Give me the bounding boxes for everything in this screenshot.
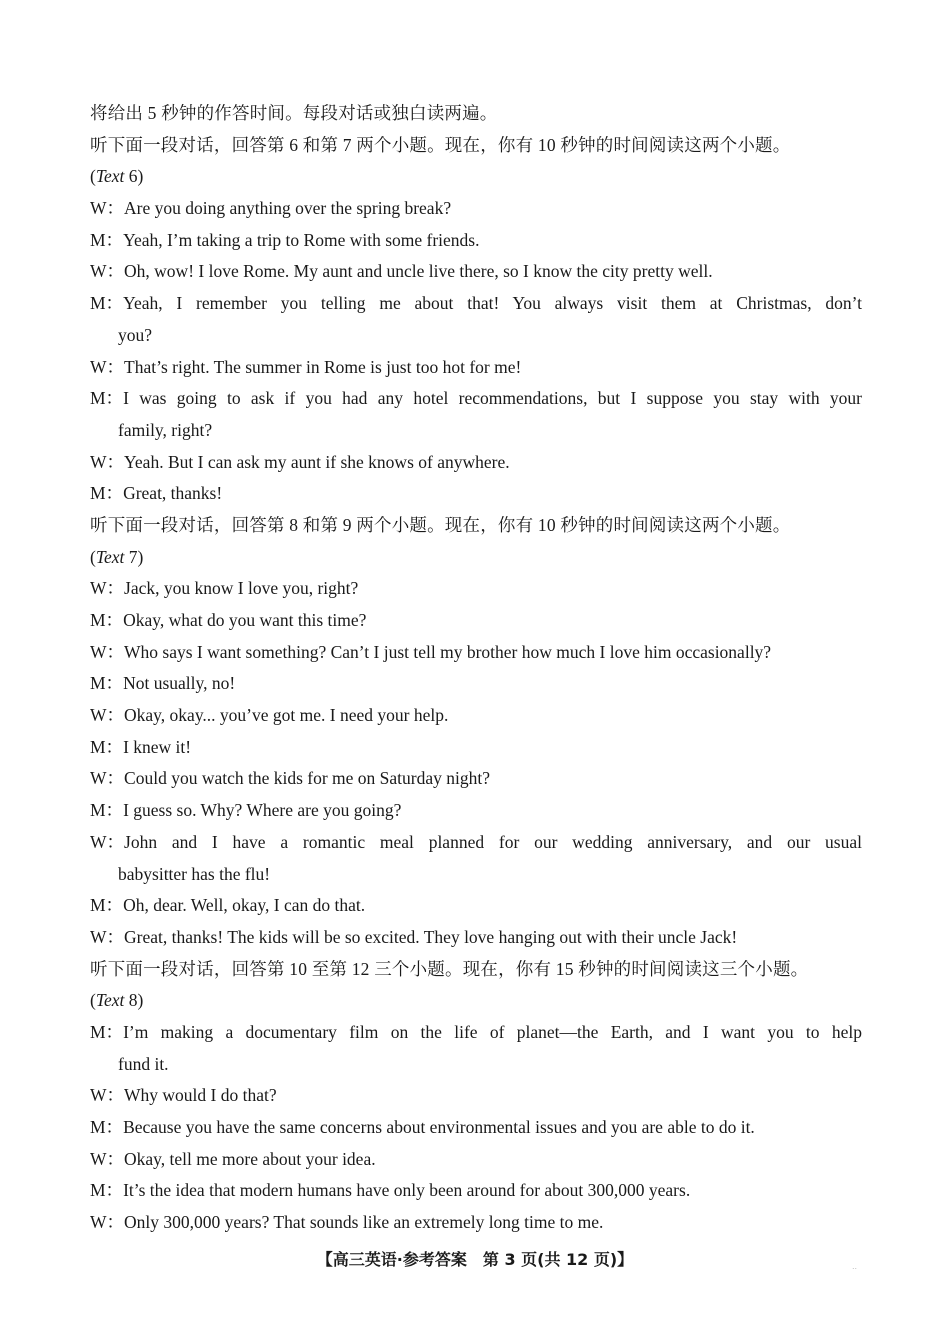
dialogue-text: Not usually, no! xyxy=(123,673,236,694)
dialogue-continuation: fund it. xyxy=(118,1053,169,1074)
dialogue-text: It’s the idea that modern humans have only been around for about 300,000 years. xyxy=(123,1180,691,1201)
dialogue-continuation: you? xyxy=(118,324,153,345)
dialogue-line xyxy=(90,700,862,732)
speaker-label: M： xyxy=(90,229,124,250)
speaker-label: W： xyxy=(90,641,125,662)
dialogue-line xyxy=(90,1207,862,1239)
dialogue-line xyxy=(90,193,862,225)
dialogue-text: Are you doing anything over the spring break? xyxy=(124,198,452,219)
dialogue-continuation: babysitter has the flu! xyxy=(118,863,271,884)
dialogue-text: Okay, okay... you’ve got me. I need your help. xyxy=(124,705,449,726)
label-number: 7) xyxy=(124,546,144,567)
label-word: Text xyxy=(95,166,125,187)
speaker-label: W： xyxy=(90,261,125,282)
dialogue-line xyxy=(90,1175,862,1207)
dialogue-text: Oh, dear. Well, okay, I can do that. xyxy=(123,895,366,916)
instruction-line: 听下面一段对话，回答第 6 和第 7 两个小题。现在，你有 10 秒钟的时间阅读这两个小题。 xyxy=(90,134,791,155)
speaker-label: M： xyxy=(90,800,124,821)
dialogue-text: Yeah, I remember you telling me about that! You always visit them at Christmas, don’t xyxy=(123,293,862,314)
dialogue-line xyxy=(90,637,862,669)
dialogue-text: Why would I do that? xyxy=(124,1085,277,1106)
section-label xyxy=(90,542,862,574)
speaker-label: W： xyxy=(90,705,125,726)
dialogue-text: John and I have a romantic meal planned for our wedding anniversary, and our usual xyxy=(124,831,862,852)
dialogue-line xyxy=(90,1112,862,1144)
dialogue-line xyxy=(90,478,862,510)
dialogue-text: Who says I want something? Can’t I just tell my brother how much I love him occasionally? xyxy=(124,641,772,662)
speaker-label: W： xyxy=(90,451,125,472)
label-open: ( xyxy=(90,166,96,187)
speaker-label: M： xyxy=(90,388,124,409)
dialogue-line xyxy=(90,890,862,922)
corner-mark: .. xyxy=(852,1262,858,1271)
dialogue-text: Could you watch the kids for me on Saturday night? xyxy=(124,768,491,789)
dialogue-text: Oh, wow! I love Rome. My aunt and uncle live there, so I know the city pretty well. xyxy=(124,261,713,282)
dialogue-text: Yeah. But I can ask my aunt if she knows of anywhere. xyxy=(124,451,510,472)
speaker-label: M： xyxy=(90,1180,124,1201)
dialogue-text: That’s right. The summer in Rome is just too hot for me! xyxy=(124,356,522,377)
dialogue-text: I knew it! xyxy=(123,736,192,757)
dialogue-text: I’m making a documentary film on the life of planet—the Earth, and I want you to help xyxy=(123,1021,862,1042)
label-open: ( xyxy=(90,990,96,1011)
dialogue-text: Okay, tell me more about your idea. xyxy=(124,1148,376,1169)
dialogue-line xyxy=(90,605,862,637)
dialogue-line xyxy=(90,447,862,479)
speaker-label: W： xyxy=(90,198,125,219)
speaker-label: W： xyxy=(90,578,125,599)
speaker-label: M： xyxy=(90,610,124,630)
dialogue-continuation: family, right? xyxy=(118,419,213,440)
label-word: Text xyxy=(95,546,125,567)
dialogue-line xyxy=(90,795,862,827)
speaker-label: W： xyxy=(90,768,125,789)
speaker-label: W： xyxy=(90,1085,125,1106)
speaker-label: W： xyxy=(90,831,125,852)
dialogue-line xyxy=(90,225,862,257)
speaker-label: M： xyxy=(90,673,124,694)
dialogue-line xyxy=(90,732,862,764)
dialogue-line xyxy=(90,573,862,605)
instruction-line: 将给出 5 秒钟的作答时间。每段对话或独白读两遍。 xyxy=(90,103,498,123)
listening-script xyxy=(90,98,862,1239)
speaker-label: M： xyxy=(90,1021,124,1042)
dialogue-text: I guess so. Why? Where are you going? xyxy=(123,800,402,821)
speaker-label: M： xyxy=(90,736,124,757)
speaker-label: W： xyxy=(90,1212,125,1233)
section-label xyxy=(90,985,862,1017)
dialogue-text: Because you have the same concerns about environmental issues and you are able to do it. xyxy=(123,1117,755,1137)
dialogue-line xyxy=(90,352,862,384)
page-footer: 【高三英语·参考答案 第 3 页(共 12 页)】 xyxy=(316,1250,634,1269)
dialogue-line xyxy=(90,288,862,320)
dialogue-text: Yeah, I’m taking a trip to Rome with some friends. xyxy=(123,229,480,250)
label-word: Text xyxy=(95,990,125,1011)
label-open: ( xyxy=(90,546,96,567)
speaker-label: W： xyxy=(90,1148,125,1169)
instruction-line: 听下面一段对话，回答第 8 和第 9 两个小题。现在，你有 10 秒钟的时间阅读这两个小题。 xyxy=(90,514,791,535)
dialogue-line xyxy=(90,1080,862,1112)
dialogue-line xyxy=(90,922,862,954)
speaker-label: M： xyxy=(90,483,124,504)
section-label xyxy=(90,161,862,193)
dialogue-line xyxy=(90,1017,862,1049)
dialogue-text: Okay, what do you want this time? xyxy=(123,610,367,630)
dialogue-line xyxy=(90,763,862,795)
dialogue-text: I was going to ask if you had any hotel recommendations, but I suppose you stay with your xyxy=(123,388,862,409)
dialogue-text: Jack, you know I love you, right? xyxy=(124,578,359,599)
speaker-label: M： xyxy=(90,293,124,314)
dialogue-text: Only 300,000 years? That sounds like an extremely long time to me. xyxy=(124,1212,604,1233)
dialogue-text: Great, thanks! xyxy=(123,483,223,504)
label-number: 6) xyxy=(124,166,144,187)
speaker-label: W： xyxy=(90,926,125,947)
speaker-label: M： xyxy=(90,1117,124,1137)
dialogue-line xyxy=(90,256,862,288)
dialogue-line xyxy=(90,383,862,415)
dialogue-line xyxy=(90,1144,862,1176)
speaker-label: M： xyxy=(90,895,124,916)
dialogue-line xyxy=(90,827,862,859)
speaker-label: W： xyxy=(90,356,125,377)
instruction-line: 听下面一段对话，回答第 10 至第 12 三个小题。现在，你有 15 秒钟的时间阅读这三个小题。 xyxy=(90,958,809,979)
dialogue-line xyxy=(90,668,862,700)
dialogue-text: Great, thanks! The kids will be so excited. They love hanging out with their uncle Jack! xyxy=(124,926,738,947)
label-number: 8) xyxy=(124,990,144,1011)
